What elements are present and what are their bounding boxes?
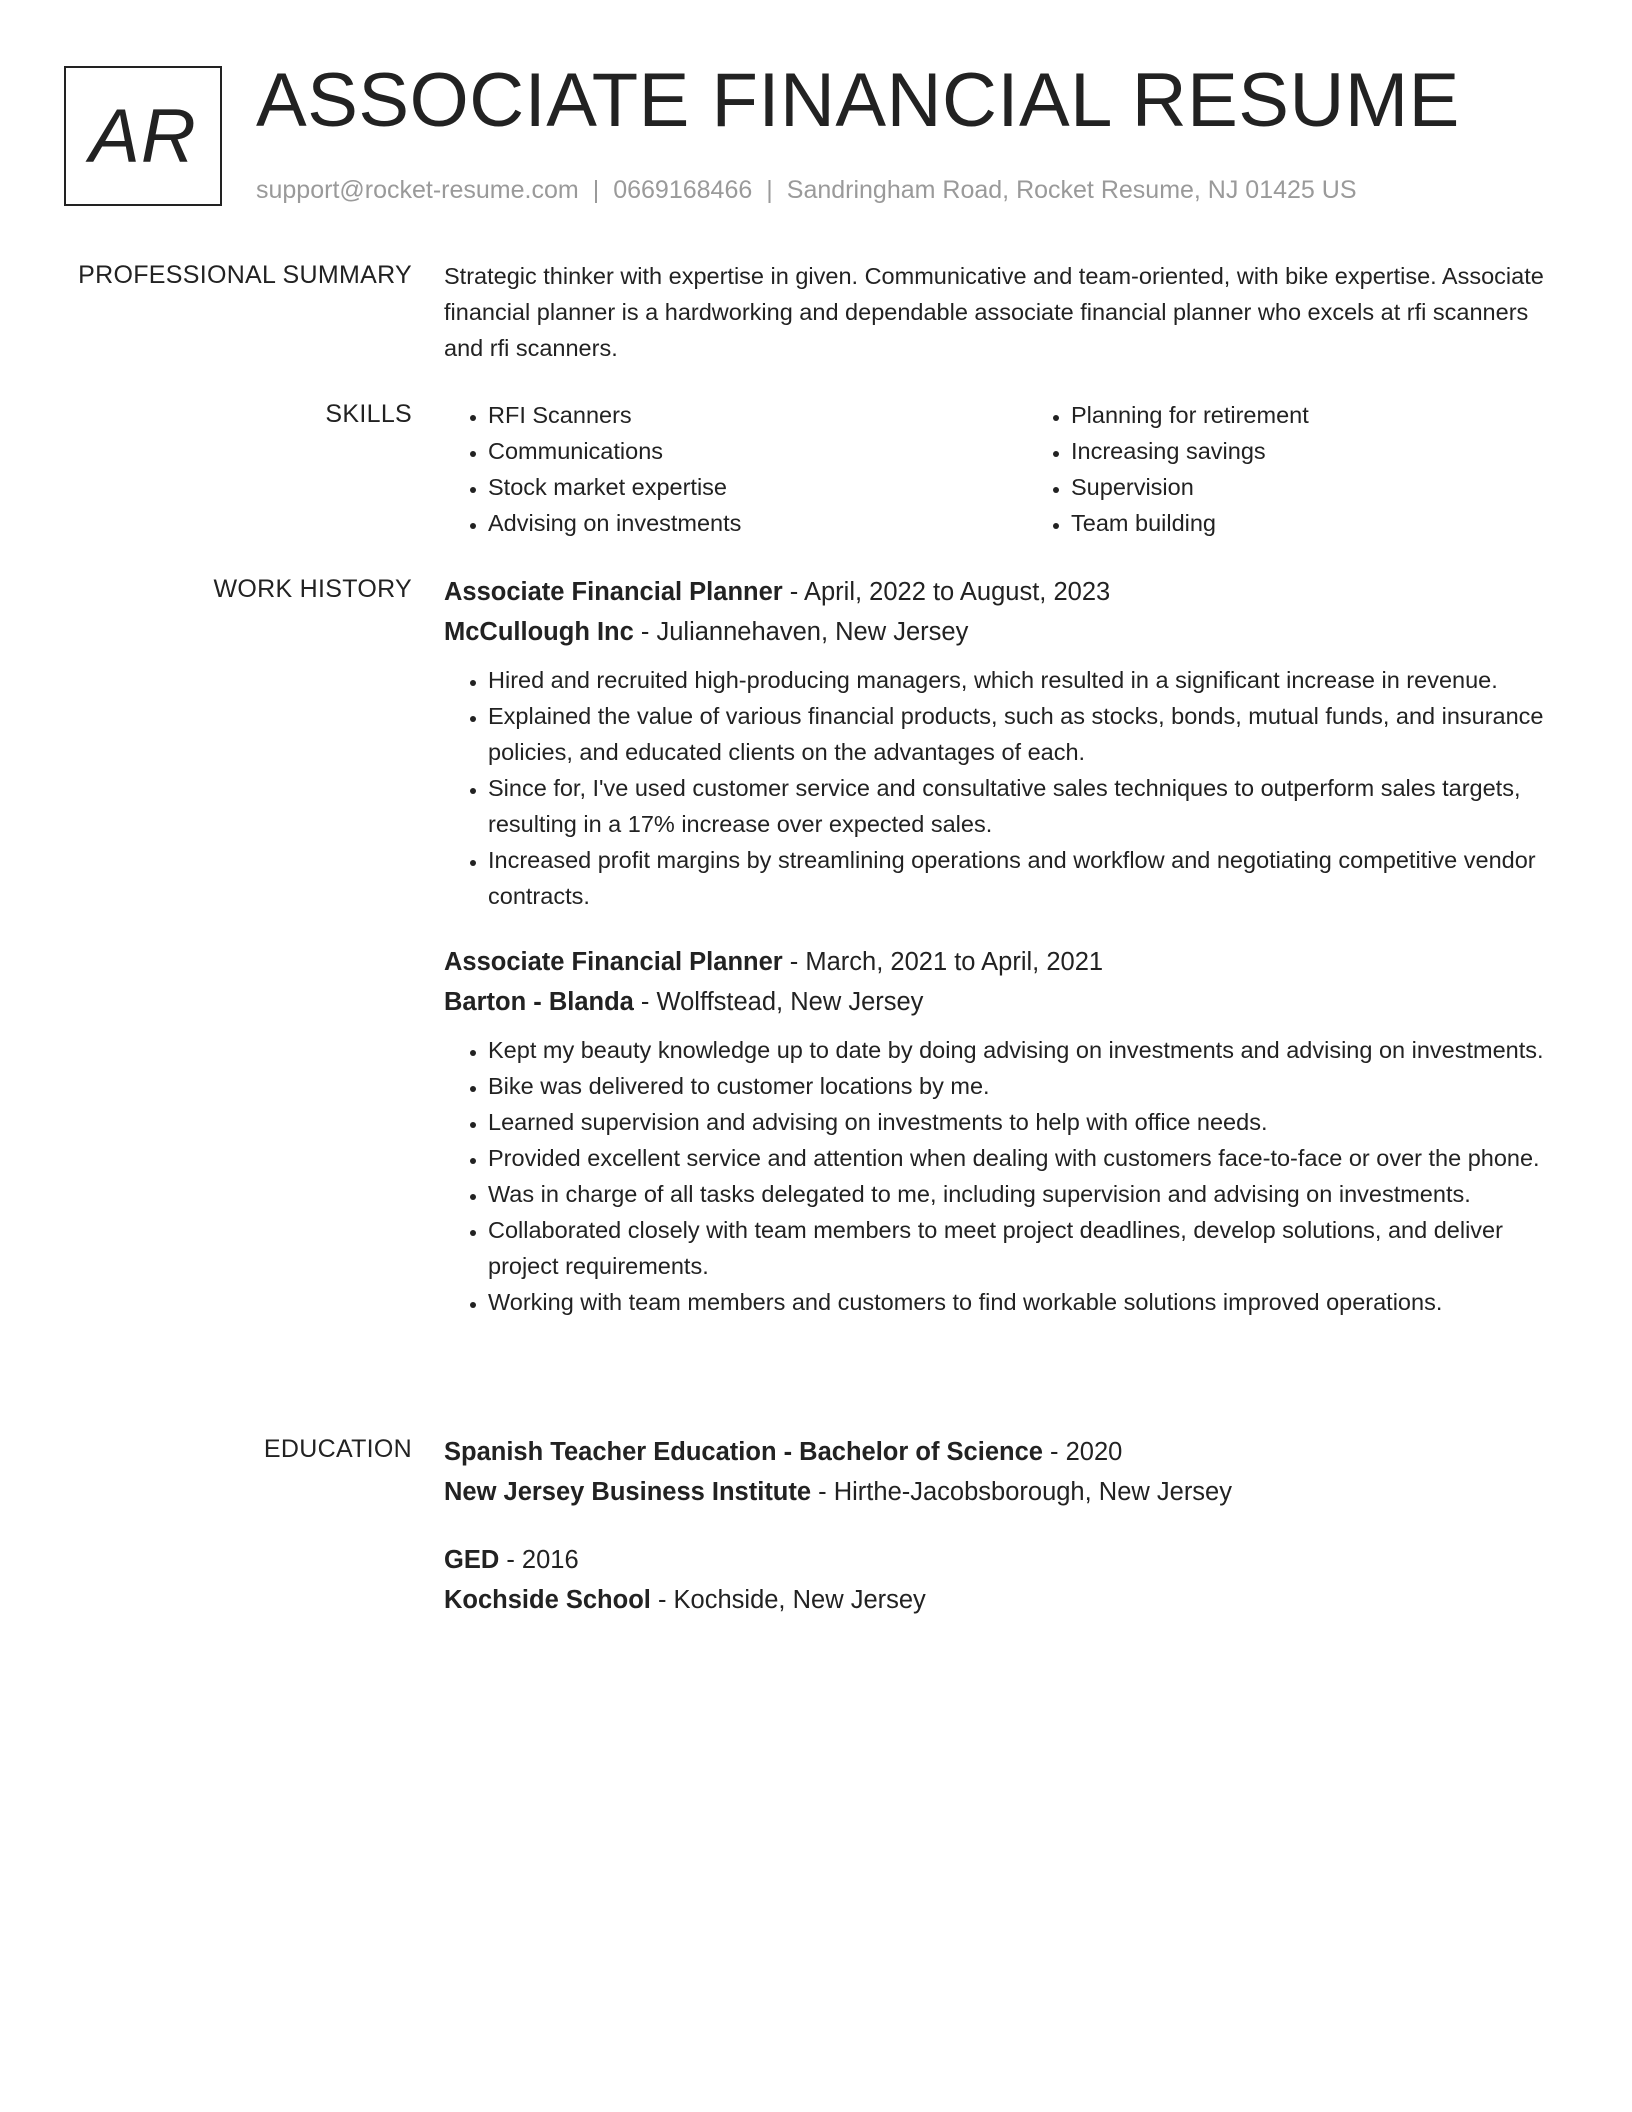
skill-item: • Increasing savings [1071,433,1564,469]
monogram-initials: AR [89,93,197,179]
job-company-line [444,982,1564,1022]
job-title-line [444,942,1564,982]
skill-item: • Advising on investments [488,505,981,541]
contact-separator: | [766,176,773,204]
education-year: - 2016 [499,1546,579,1574]
education-degree-line [444,1540,1564,1580]
job-bullet: • Was in charge of all tasks delegated to me, including supervision and advising on investments. [488,1176,1564,1212]
job-title-line [444,572,1564,612]
job-bullet: • Provided excellent service and attention when dealing with customers face-to-face or over the phone. [488,1140,1564,1176]
job-bullet: • Learned supervision and advising on investments to help with office needs. [488,1104,1564,1140]
section-title-education: EDUCATION [263,1435,412,1463]
skills-column-1 [444,397,981,541]
job-bullet: • Kept my beauty knowledge up to date by doing advising on investments and advising on investments. [488,1032,1564,1068]
job-role: Associate Financial Planner [444,578,783,606]
skills-body [444,397,1564,541]
contact-separator: | [592,176,600,204]
education-location: - Hirthe-Jacobsborough, New Jersey [811,1478,1232,1506]
education-body [444,1432,1564,1648]
resume-title: ASSOCIATE FINANCIAL RESUME [256,58,1460,143]
job-bullets [444,662,1564,914]
education-location: - Kochside, New Jersey [650,1586,926,1614]
skills-column-2 [1027,397,1564,541]
job-location: - Wolffstead, New Jersey [633,988,924,1016]
education-entry [444,1432,1564,1512]
job-bullet: • Hired and recruited high-producing managers, which resulted in a significant increase in revenue. [488,662,1564,698]
work-body [444,572,1564,1348]
skill-item: • Communications [488,433,981,469]
skill-item: • Supervision [1071,469,1564,505]
education-school-line [444,1472,1564,1512]
skill-item: • Team building [1071,505,1564,541]
monogram [64,66,222,206]
job-dates: - April, 2022 to August, 2023 [782,578,1111,606]
education-year: - 2020 [1042,1438,1123,1466]
job-bullet: • Explained the value of various financial products, such as stocks, bonds, mutual funds, and insurance policies, and educated clients on the advantages of each. [488,698,1564,770]
job-entry [444,942,1564,1320]
education-entry [444,1540,1564,1620]
job-role: Associate Financial Planner [444,948,783,976]
section-title-work: WORK HISTORY [213,575,412,603]
job-bullet: • Increased profit margins by streamlining operations and workflow and negotiating competitive vendor contracts. [488,842,1564,914]
job-bullet: • Collaborated closely with team members to meet project deadlines, develop solutions, and deliver project requirements. [488,1212,1564,1284]
contact-line [256,174,1357,206]
contact-email: support@rocket-resume.com [256,176,579,204]
contact-phone: 0669168466 [613,176,753,204]
job-location: - Juliannehaven, New Jersey [633,618,969,646]
job-bullet: • Working with team members and customers to find workable solutions improved operations. [488,1284,1564,1320]
education-degree: GED [444,1546,500,1574]
education-degree-line [444,1432,1564,1472]
education-degree: Spanish Teacher Education - Bachelor of Science [444,1438,1043,1466]
job-company-line [444,612,1564,652]
skill-item: • Planning for retirement [1071,397,1564,433]
education-school-line [444,1580,1564,1620]
job-bullets [444,1032,1564,1320]
skill-item: • Stock market expertise [488,469,981,505]
job-bullet: • Since for, I've used customer service and consultative sales techniques to outperform sales targets, resulting in a 17% increase over expected sales. [488,770,1564,842]
contact-address: Sandringham Road, Rocket Resume, NJ 01425 US [786,176,1357,204]
education-school: Kochside School [444,1586,651,1614]
section-title-skills: SKILLS [325,400,412,428]
skill-item: • RFI Scanners [488,397,981,433]
job-entry [444,572,1564,914]
job-dates: - March, 2021 to April, 2021 [782,948,1104,976]
job-company: McCullough Inc [444,618,634,646]
summary-body [444,258,1564,366]
section-title-summary: PROFESSIONAL SUMMARY [78,261,412,289]
job-bullet: • Bike was delivered to customer locations by me. [488,1068,1564,1104]
job-company: Barton - Blanda [444,988,634,1016]
education-school: New Jersey Business Institute [444,1478,812,1506]
summary-text: Strategic thinker with expertise in given. Communicative and team-oriented, with bike expertise. Associate financial planner is a hardworking and dependable associate financial planner who excels at rfi scanners and rfi scanners. [444,263,1544,361]
